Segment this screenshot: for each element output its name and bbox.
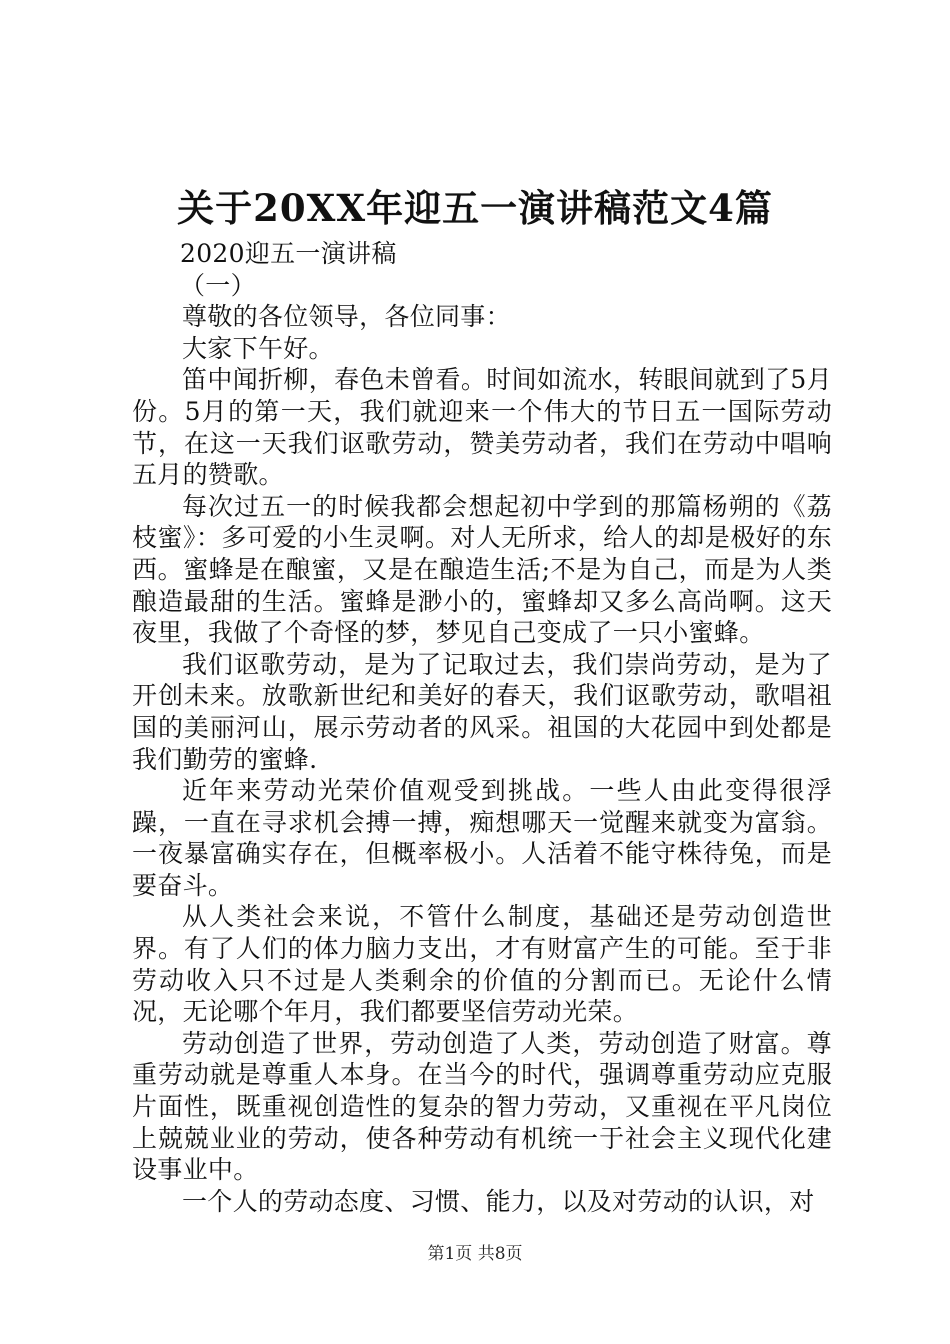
section-mark: （一） bbox=[180, 270, 256, 300]
paragraph-4: 近年来劳动光荣价值观受到挑战。一些人由此变得很浮躁，一直在寻求机会搏一搏，痴想哪天一觉醒来就变为富翁。一夜暴富确实存在，但概率极小。人活着不能守株待兔，而是要奋斗。 bbox=[132, 776, 832, 900]
page-number-footer: 第1页 共8页 bbox=[427, 1244, 523, 1264]
salutation: 尊敬的各位领导，各位同事： bbox=[182, 302, 511, 332]
document-title: 关于20XX年迎五一演讲稿范文4篇 bbox=[177, 186, 773, 230]
paragraph-3: 我们讴歌劳动，是为了记取过去，我们崇尚劳动，是为了开创未来。放歌新世纪和美好的春天，我们讴歌劳动，歌唱祖国的美丽河山，展示劳动者的风采。祖国的大花园中到处都是我们勤劳的蜜蜂. bbox=[132, 649, 832, 774]
paragraph-2: 每次过五一的时候我都会想起初中学到的那篇杨朔的《荔枝蜜》：多可爱的小生灵啊。对人无所求，给人的却是极好的东西。蜜蜂是在酿蜜，又是在酿造生活;不是为自己，而是为人类酿造最甜的生活。蜜蜂是渺小的，蜜蜂却又多么高尚啊。这天夜里，我做了个奇怪的梦，梦见自己变成了一只小蜜蜂。 bbox=[132, 491, 832, 648]
paragraph-7: 一个人的劳动态度、习惯、能力，以及对劳动的认识，对 bbox=[182, 1186, 815, 1216]
speech-heading: 2020迎五一演讲稿 bbox=[180, 239, 397, 268]
document-body bbox=[132, 238, 832, 1217]
paragraph-1: 笛中闻折柳，春色未曾看。时间如流水，转眼间就到了5月份。5月的第一天，我们就迎来一个伟大的节日五一国际劳动节，在这一天我们讴歌劳动，赞美劳动者，我们在劳动中唱响五月的赞歌。 bbox=[132, 365, 832, 490]
paragraph-6: 劳动创造了世界，劳动创造了人类，劳动创造了财富。尊重劳动就是尊重人本身。在当今的时代，强调尊重劳动应克服片面性，既重视创造性的复杂的智力劳动，又重视在平凡岗位上兢兢业业的劳动，使各种劳动有机统一于社会主义现代化建设事业中。 bbox=[132, 1028, 832, 1185]
greeting: 大家下午好。 bbox=[182, 333, 334, 363]
paragraph-5: 从人类社会来说，不管什么制度，基础还是劳动创造世界。有了人们的体力脑力支出，才有财富产生的可能。至于非劳动收入只不过是人类剩余的价值的分割而已。无论什么情况，无论哪个年月，我们都要坚信劳动光荣。 bbox=[132, 902, 832, 1027]
